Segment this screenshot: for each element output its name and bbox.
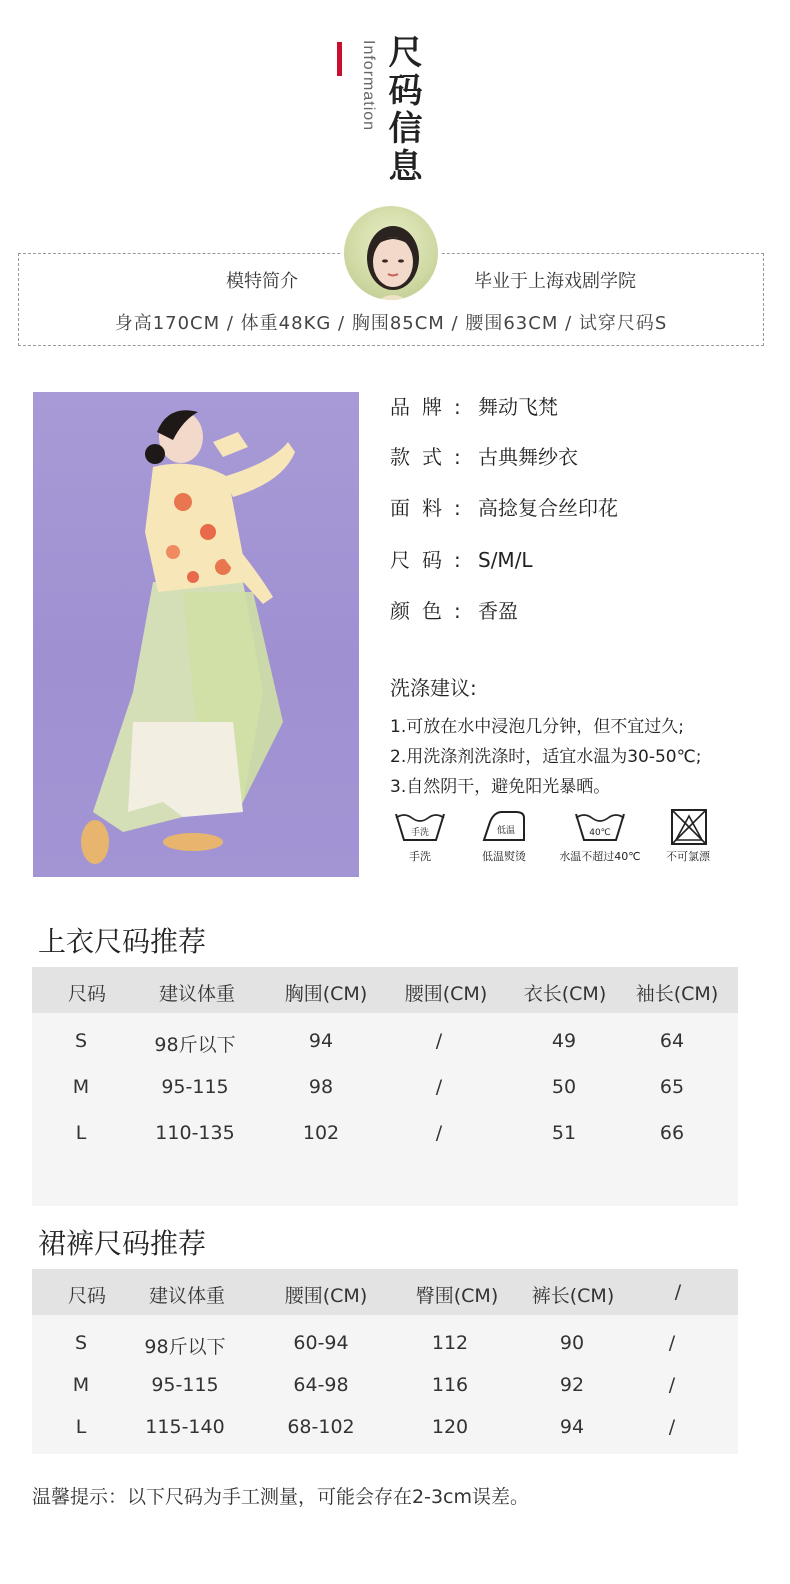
top-table-cell: 102 [302,1122,340,1144]
wash-line-2: 2.用洗涤剂洗涤时，适宜水温为30-50℃; [390,747,702,767]
top-table-cell: / [435,1076,443,1098]
top-table-cell: L [75,1122,87,1144]
wash-40-icon [572,808,628,846]
top-header-cell: 尺码 [67,983,107,1005]
bottom-header-cell: 腰围(CM) [284,1285,368,1307]
bottom-table-cell: / [668,1332,676,1354]
model-intro-label: 模特简介 [226,271,298,292]
top-header-cell: 衣长(CM) [523,983,607,1005]
product-photo [33,392,359,877]
top-table-cell: 64 [659,1030,685,1052]
top-table-cell: 50 [551,1076,577,1098]
page-title: 尺码信息 [382,34,422,186]
dancer-illustration [33,392,359,877]
top-table-cell: 98斤以下 [154,1034,236,1056]
spec-style-value: 古典舞纱衣 [478,445,578,469]
top-table-cell: M [72,1076,90,1098]
top-table-cell: 95-115 [161,1076,229,1098]
wash-title: 洗涤建议: [390,676,477,700]
bottom-table-cell: 115-140 [145,1416,225,1438]
measurement-note: 温馨提示：以下尺码为手工测量，可能会存在2-3cm误差。 [32,1486,529,1508]
top-table-cell: 51 [551,1122,577,1144]
spec-brand-key: 品牌: [390,395,473,419]
spec-brand-value: 舞动飞梵 [478,395,558,419]
wash-line-3: 3.自然阴干，避免阳光暴晒。 [390,777,611,797]
top-table-cell: / [435,1030,443,1052]
top-table-cell: / [435,1122,443,1144]
top-table-cell: 94 [308,1030,334,1052]
bottom-table-cell: 64-98 [293,1374,349,1396]
top-table-body [32,1013,738,1206]
wash-line-1: 1.可放在水中浸泡几分钟，但不宜过久; [390,717,684,737]
top-header-cell: 胸围(CM) [284,983,368,1005]
model-avatar [342,204,440,302]
model-school: 毕业于上海戏剧学院 [474,271,636,292]
care-no-bleach [648,808,728,864]
bottom-header-cell: 臀围(CM) [415,1285,499,1307]
top-table-cell: S [74,1030,88,1052]
spec-size-value: S/M/L [478,548,533,572]
wash-40-symbol-text: 40℃ [589,828,611,838]
spec-color-value: 香盈 [478,599,518,623]
spec-brand [390,391,558,420]
bottom-header-cell: 裤长(CM) [531,1285,615,1307]
spec-fabric-key: 面料: [390,496,473,520]
bottom-table-cell: / [668,1416,676,1438]
spec-color [390,595,518,624]
top-table-cell: 66 [659,1122,685,1144]
model-portrait-illustration [344,206,440,302]
care-label-hand-wash: 手洗 [409,850,431,863]
top-table-cell: 49 [551,1030,577,1052]
spec-size-key: 尺码: [390,548,473,572]
top-header-cell: 建议体重 [158,983,236,1005]
bottom-table-cell: 94 [559,1416,585,1438]
care-label-wash-40: 水温不超过40℃ [559,850,641,863]
spec-size [390,544,533,573]
care-hand-wash [380,808,460,864]
bottom-table-cell: 68-102 [287,1416,355,1438]
model-stats: 身高170CM / 体重48KG / 胸围85CM / 腰围63CM / 试穿尺码S [114,313,668,334]
no-bleach-icon [660,808,716,846]
header-subtitle: Information [360,40,377,132]
bottom-table-cell: / [668,1374,676,1396]
care-wash-40 [558,808,642,864]
bottom-table-cell: 92 [559,1374,585,1396]
bottom-table-cell: M [72,1374,90,1396]
spec-style [390,441,578,470]
bottom-table-title: 裙裤尺码推荐 [38,1227,207,1260]
top-header-cell: 袖长(CM) [635,983,719,1005]
bottom-table-cell: 90 [559,1332,585,1354]
care-low-iron [464,808,544,864]
bottom-table-cell: S [74,1332,88,1354]
bottom-header-cell: 建议体重 [148,1285,226,1307]
top-table-cell: 110-135 [155,1122,235,1144]
bottom-table-body [32,1315,738,1454]
hand-wash-symbol-text: 手洗 [410,828,430,838]
care-label-low-iron: 低温熨烫 [482,850,526,863]
bottom-table-cell: L [75,1416,87,1438]
bottom-table-cell: 112 [431,1332,469,1354]
spec-fabric [390,492,618,521]
low-iron-icon [476,808,532,846]
bottom-table-cell: 60-94 [293,1332,349,1354]
bottom-table-cell: 98斤以下 [144,1336,226,1358]
bottom-header-cell: / [674,1281,682,1303]
low-iron-symbol-text: 低温 [496,826,516,836]
bottom-table-cell: 120 [431,1416,469,1438]
top-header-cell: 腰围(CM) [404,983,488,1005]
bottom-header-cell: 尺码 [67,1285,107,1307]
spec-fabric-value: 高捻复合丝印花 [478,496,618,520]
accent-bar [337,42,342,76]
care-label-no-bleach: 不可氯漂 [666,850,710,863]
top-table-header [32,967,738,1013]
top-table-cell: 65 [659,1076,685,1098]
top-table-title: 上衣尺码推荐 [38,925,207,958]
bottom-table-cell: 116 [431,1374,469,1396]
spec-style-key: 款式: [390,445,473,469]
spec-color-key: 颜色: [390,599,473,623]
bottom-table-header [32,1269,738,1315]
bottom-table-cell: 95-115 [151,1374,219,1396]
hand-wash-icon [392,808,448,846]
top-table-cell: 98 [308,1076,334,1098]
